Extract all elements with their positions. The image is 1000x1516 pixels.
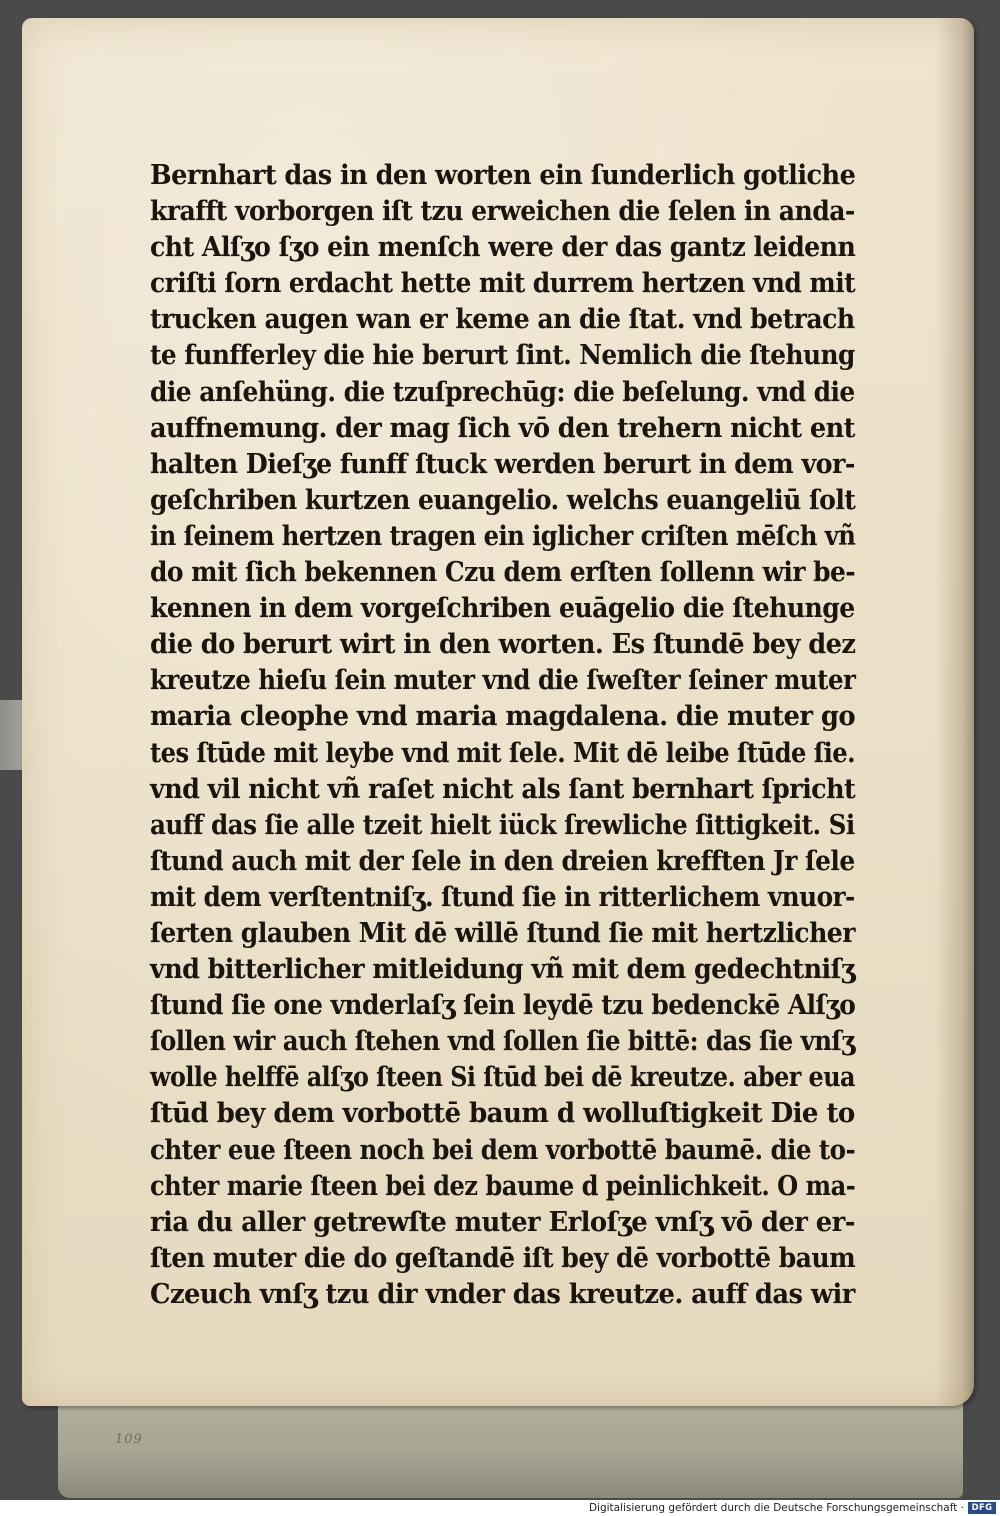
text-line: cht Alſʒo ſʒo ein menſch were der das gantz leidenn [150,232,856,264]
text-line: trucken augen wan er keme an die ſtat. vnd betrach [150,304,855,336]
text-line: ſtūd bey dem vorbottē baum d wolluſtigkeit Die to [150,1098,855,1130]
text-line: die do berurt wirt in den worten. Es ſtundē bey dez [150,629,856,661]
text-line: auffnemung. der mag ſich vō den trehern nicht ent [150,412,855,444]
underlying-page-handwritten-note: 109 [115,1432,143,1447]
text-line: die anſehüng. die tzuſprechūg: die beſelung. vnd die [150,376,855,408]
text-line: ſtund auch mit der ſele in den dreien krefften Jr ſele [150,845,855,877]
text-line: ria du aller getrewſte muter Erloſʒe vnſʒ vō der er- [150,1206,855,1238]
text-line: vnd bitterlicher mitleidung vñ mit dem gedechtniſʒ [150,954,855,986]
text-line: kreutze hieſu ſein muter vnd die ſweſter ſeiner muter [150,665,856,697]
text-line: krafft vorborgen iſt tzu erweichen die ſelen in anda- [150,196,855,228]
text-line: Czeuch vnſʒ tzu dir vnder das kreutze. auff das wir [150,1278,855,1310]
text-line: ſerten glauben Mit dē willē ſtund ſie mit hertzlicher [150,917,855,949]
text-line: wolle helffē alſʒo ſteen Si ſtūd bei dē kreutze. aber eua [150,1062,855,1094]
text-line: do mit ſich bekennen Czu dem erſten ſollenn wir be- [150,557,856,589]
text-line: chter marie ſteen bei dez baume d peinlichkeit. O ma- [150,1170,856,1202]
blackletter-text-block [150,158,855,1313]
funding-credit: Digitalisierung gefördert durch die Deutsche Forschungsgemeinschaft · [588,1502,964,1514]
page-spine-shadow [936,18,974,1406]
text-line: vnd vil nicht vñ raſet nicht als ſant bernhart ſpricht [150,773,856,805]
digitization-footer [0,1500,1000,1516]
text-line: ſtund ſie one vnderlaſʒ ſein leydē tzu bedenckē Alſʒo [150,990,856,1022]
text-line: mit dem verſtentniſʒ. ſtund ſie in ritterlichem vnuor- [150,881,855,913]
text-line: Bernhart das in den worten ein ſunderlich gotliche [150,160,856,191]
text-line: chter eue ſteen noch bei dem vorbottē baumē. die to- [150,1134,856,1166]
text-line: tes ſtūde mit leybe vnd mit ſele. Mit dē leibe ſtūde ſie. [150,737,856,769]
dfg-logo: DFG [968,1502,996,1514]
text-line: kennen in dem vorgeſchriben euāgelio die ſtehunge [150,593,855,625]
text-line: criſti ſorn erdacht hette mit durrem hertzen vnd mit [150,268,856,300]
manuscript-page [22,18,974,1406]
text-line: maria cleophe vnd maria magdalena. die muter go [150,701,856,733]
text-line: auff das ſie alle tzeit hielt iück ſrewliche ſittigkeit. Si [150,809,855,841]
text-line: in ſeinem hertzen tragen ein iglicher criſten mēſch vñ [150,520,856,552]
text-line: te funfferley die hie berurt ſint. Nemlich die ſtehung [150,340,855,372]
text-line: geſchriben kurtzen euangelio. welchs euangeliū ſolt [150,484,856,516]
text-line: ſollen wir auch ſtehen vnd ſollen ſie bittē: das ſie vnſʒ [150,1026,855,1058]
text-line: halten Dieſʒe funff ſtuck werden berurt in dem vor- [150,448,855,480]
text-line: ſten muter die do geſtandē iſt bey dē vorbottē baum [150,1242,856,1274]
